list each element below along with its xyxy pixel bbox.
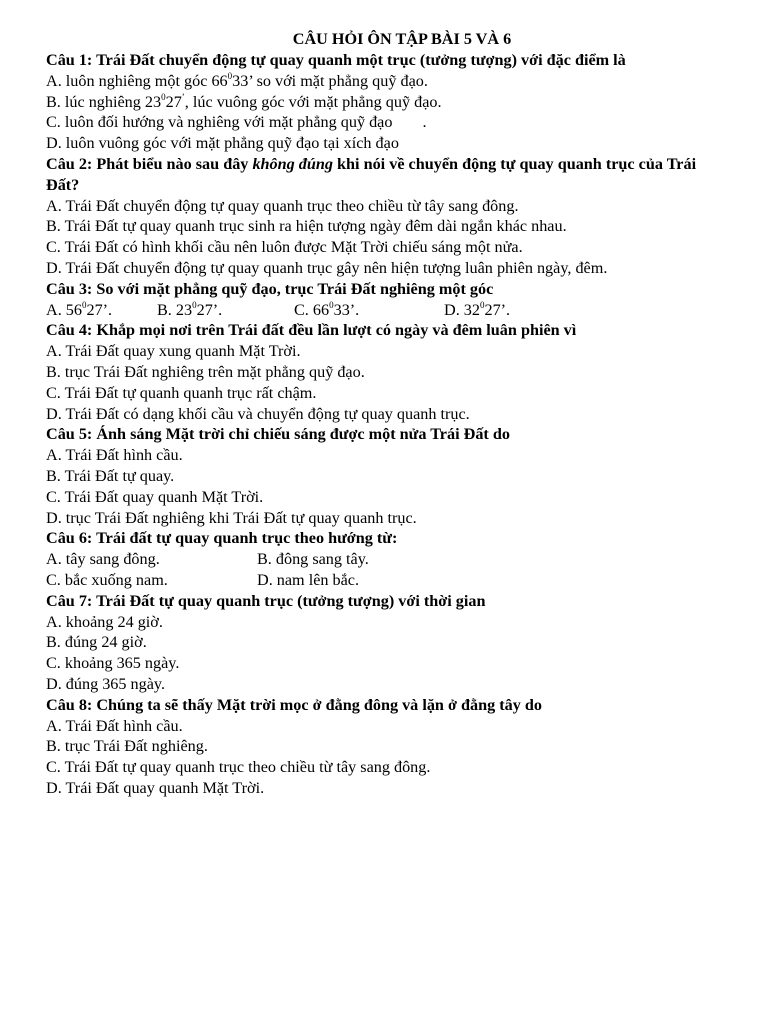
question-3-option-b: B. $23^027$’. [157,299,223,319]
question-7 [46,591,728,695]
question-7-option-c: C. khoảng 365 ngày. [46,654,180,673]
question-1-stem: Câu 1: Trái Đất chuyển động tự quay quanh một trục (tưởng tượng) với đặc điểm là [46,51,626,69]
question-5-stem: Câu 5: Ánh sáng Mặt trời chỉ chiếu sáng được một nửa Trái Đất do [46,425,510,444]
question-1-option-a: A. luôn nghiêng một góc $66^033$’ so với mặt phẳng quỹ đạo. [46,70,428,90]
question-3 [46,279,728,321]
question-3-option-a: A. $56^027$’. [46,299,113,319]
question-7-option-a: A. khoảng 24 giờ. [46,612,163,631]
question-8-option-b: B. trục Trái Đất nghiêng. [46,737,208,756]
question-4-option-c: C. Trái Đất tự quanh quanh trục rất chậm. [46,383,317,402]
question-4-option-a: A. Trái Đất quay xung quanh Mặt Trời. [46,342,301,361]
question-8 [46,695,728,799]
question-7-option-b: B. đúng 24 giờ. [46,633,147,652]
question-2-option-d: D. Trái Đất chuyển động tự quay quanh trục gây nên hiện tượng luân phiên ngày, đêm. [46,258,608,277]
question-1-option-d: D. luôn vuông góc với mặt phẳng quỹ đạo tại xích đạo [46,134,399,153]
question-6-option-c: C. bắc xuống nam. [46,570,168,589]
question-6-stem: Câu 6: Trái đất tự quay quanh trục theo hướng từ: [46,529,398,548]
question-2 [46,154,728,279]
question-4-stem: Câu 4: Khắp mọi nơi trên Trái đất đều lần lượt có ngày và đêm luân phiên vì [46,321,577,340]
question-6-option-b: B. đông sang tây. [257,550,369,569]
question-6-option-d: D. nam lên bắc. [257,570,360,589]
question-5-option-a: A. Trái Đất hình cầu. [46,446,183,465]
question-5-option-d: D. trục Trái Đất nghiêng khi Trái Đất tự quay quanh trục. [46,508,417,527]
question-6-option-a: A. tây sang đông. [46,550,160,569]
question-1 [46,50,728,154]
question-8-option-a: A. Trái Đất hình cầu. [46,716,183,735]
question-3-stem: Câu 3: So với mặt phẳng quỹ đạo, trục Trái Đất nghiêng một góc [46,279,494,298]
question-2-stem: Câu 2: Phát biểu nào sau đây không đúng khi nói về chuyển động tự quay quanh trục của Trái Đất? [46,154,697,194]
question-4 [46,320,728,424]
question-5 [46,424,728,528]
question-4-option-d: D. Trái Đất có dạng khối cầu và chuyển động tự quay quanh trục. [46,404,470,423]
page-title: CÂU HỎI ÔN TẬP BÀI 5 VÀ 6 [292,30,512,48]
question-1-option-c: C. luôn đối hướng và nghiêng với mặt phẳng quỹ đạo . [46,113,427,132]
question-7-stem: Câu 7: Trái Đất tự quay quanh trục (tưởng tượng) với thời gian [46,591,486,610]
question-2-option-c: C. Trái Đất có hình khối cầu nên luôn được Mặt Trời chiếu sáng một nửa. [46,238,523,257]
question-6-options-row-2 [46,570,728,591]
question-3-options [46,300,728,321]
question-1-option-b: B. lúc nghiêng $23^027^’$, lúc vuông góc với mặt phẳng quỹ đạo. [46,91,442,111]
question-3-option-c: C. $66^033$’. [294,299,360,319]
question-2-option-b: B. Trái Đất tự quay quanh trục sinh ra hiện tượng ngày đêm dài ngắn khác nhau. [46,217,567,236]
question-5-option-b: B. Trái Đất tự quay. [46,466,175,485]
question-8-option-d: D. Trái Đất quay quanh Mặt Trời. [46,778,265,797]
question-2-option-a: A. Trái Đất chuyển động tự quay quanh trục theo chiều từ tây sang đông. [46,196,519,215]
question-8-stem: Câu 8: Chúng ta sẽ thấy Mặt trời mọc ở đằng đông và lặn ở đằng tây do [46,695,542,714]
question-7-option-d: D. đúng 365 ngày. [46,674,165,693]
question-3-option-d: D. $32^027$’. [444,299,511,319]
question-4-option-b: B. trục Trái Đất nghiêng trên mặt phẳng quỹ đạo. [46,362,365,381]
question-8-option-c: C. Trái Đất tự quay quanh trục theo chiều từ tây sang đông. [46,758,431,777]
question-6 [46,528,728,590]
question-6-options-row-1 [46,549,728,570]
question-5-option-c: C. Trái Đất quay quanh Mặt Trời. [46,487,264,506]
